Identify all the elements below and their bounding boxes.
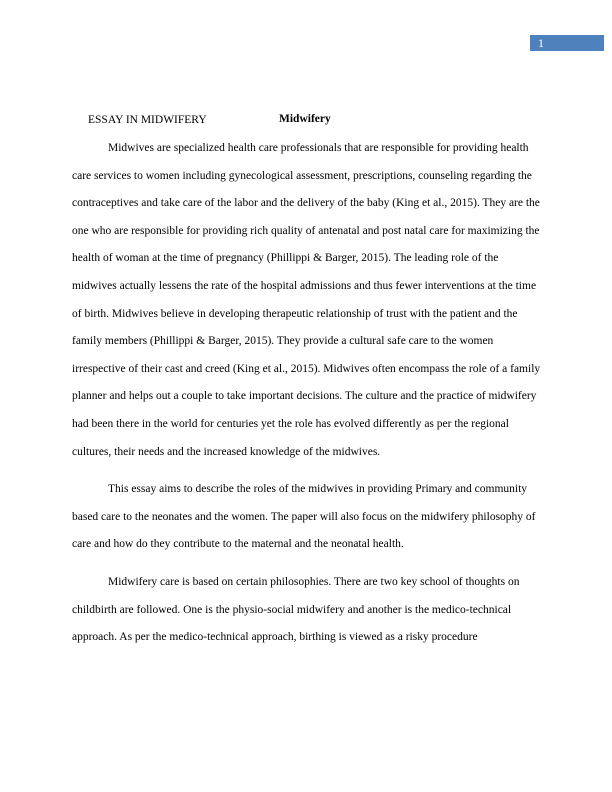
paragraph-intro: Midwives are specialized health care professionals that are responsible for providing health care services to women including gynecological assessment, prescriptions, counseling regarding the contraceptives and take care of the labor and the delivery of the baby (King et al., 2015). They are the one who are responsible for providing rich quality of antenatal and post natal care for maximizing the health of woman at the time of pregnancy (Phillippi & Barger, 2015). The leading role of the midwives actually lessens the rate of the hospital admissions and thus fewer interventions at the time of birth. Midwives believe in developing therapeutic relationship of trust with the patient and the family members (Phillippi & Barger, 2015). They provide a cultural safe care to the women irrespective of their cast and creed (King et al., 2015). Midwives often encompass the role of a family planner and helps out a couple to take important decisions. The culture and the practice of midwifery had been there in the world for centuries yet the role has evolved differently as per the regional cultures, their needs and the increased knowledge of the midwives. — [72, 142, 541, 458]
page-number-bar — [530, 35, 604, 51]
paragraph-philosophy: Midwifery care is based on certain philosophies. There are two key school of thoughts on childbirth are followed. One is the physio-social midwifery and another is the medico-technical approach. As per the medico-technical approach, birthing is viewed as a risky procedure — [72, 575, 520, 644]
document-title: Midwifery — [279, 113, 331, 125]
page-number: 1 — [538, 36, 544, 50]
paragraph-aims: This essay aims to describe the roles of the midwives in providing Primary and community based care to the neonates and the women. The paper will also focus on the midwifery philosophy of care and how do they contribute to the maternal and the neonatal health. — [72, 483, 536, 551]
essay-body — [72, 135, 544, 662]
running-head: ESSAY IN MIDWIFERY — [88, 114, 207, 126]
